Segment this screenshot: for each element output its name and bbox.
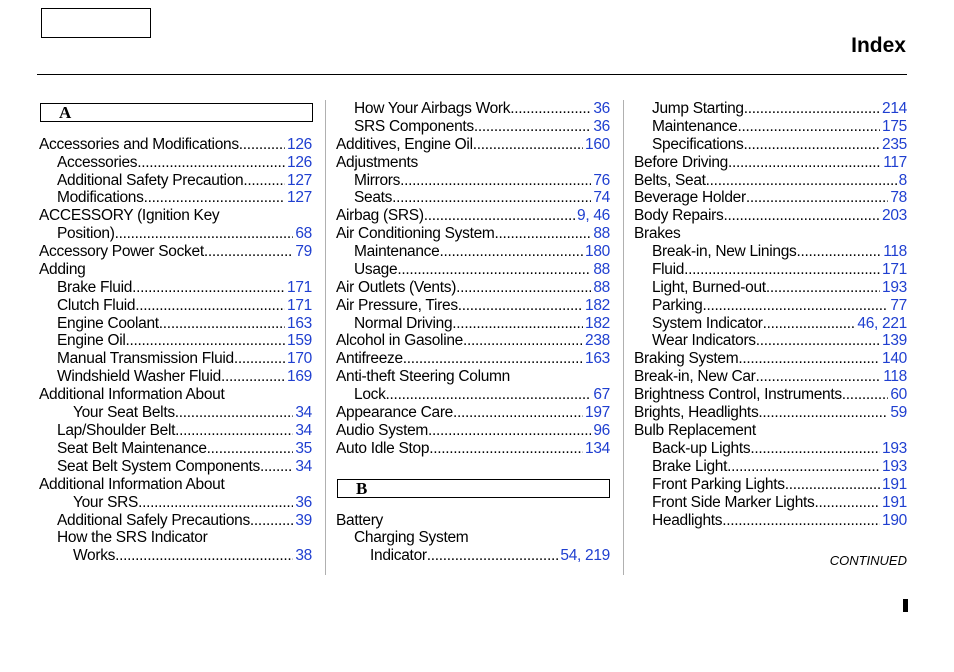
page-number-link[interactable]: 171 — [882, 261, 907, 278]
page-number-link[interactable]: 127 — [287, 172, 312, 189]
page-number-link[interactable]: 203 — [882, 207, 907, 224]
entry-text: Fluid — [652, 261, 685, 278]
entry-text: Normal Driving — [354, 315, 453, 332]
index-entry — [57, 332, 312, 350]
page-number-link[interactable]: 175 — [882, 118, 907, 135]
column-divider-2 — [623, 100, 624, 575]
dot-leader — [175, 422, 293, 440]
index-entry — [57, 529, 208, 547]
entry-text: Battery — [336, 512, 384, 529]
dot-leader — [400, 172, 591, 190]
page-number-link[interactable]: 139 — [882, 332, 907, 349]
entry-text: Modifications — [57, 189, 144, 206]
dot-leader — [207, 440, 294, 458]
dot-leader — [260, 458, 293, 476]
dot-leader — [159, 315, 285, 333]
dot-leader — [250, 512, 293, 530]
page-number-link[interactable]: 193 — [882, 279, 907, 296]
page-number-link[interactable]: 182 — [585, 315, 610, 332]
dot-leader — [785, 476, 880, 494]
index-entry — [57, 350, 312, 368]
entry-text: Beverage Holder — [634, 189, 746, 206]
index-entry — [57, 154, 312, 172]
dot-leader — [427, 547, 559, 565]
index-entry — [652, 279, 907, 297]
index-entry — [634, 350, 907, 368]
dot-leader — [474, 118, 591, 136]
dot-leader — [796, 243, 881, 261]
page-number-link[interactable]: 34 — [295, 422, 312, 439]
page-number-link[interactable]: 36 — [295, 494, 312, 511]
entry-text: Brake Light — [652, 458, 728, 475]
entry-text: Charging System — [354, 529, 469, 546]
entry-text: Engine Oil — [57, 332, 126, 349]
index-entry — [652, 458, 907, 476]
index-entry — [57, 297, 312, 315]
entry-text: Light, Burned-out — [652, 279, 766, 296]
index-entry — [652, 315, 907, 333]
index-entry — [336, 350, 610, 368]
entry-text: Auto Idle Stop — [336, 440, 430, 457]
dot-leader — [743, 136, 880, 154]
index-entry — [57, 422, 312, 440]
index-entry — [634, 225, 680, 243]
entry-text: Appearance Care — [336, 404, 453, 421]
index-entry — [39, 243, 312, 261]
entry-text: Jump Starting — [652, 100, 744, 117]
index-entry — [39, 386, 224, 404]
dot-leader — [144, 189, 285, 207]
header-rule — [37, 74, 907, 75]
dot-leader — [234, 350, 285, 368]
page-number-link[interactable]: 78 — [890, 189, 907, 206]
page-number-link[interactable]: 127 — [287, 189, 312, 206]
dot-leader — [135, 297, 285, 315]
page-number-link[interactable]: 46, 221 — [857, 315, 907, 332]
dot-leader — [842, 386, 889, 404]
entry-text: Additional Information About — [39, 476, 225, 493]
page-number-link[interactable]: 169 — [287, 368, 312, 385]
page-number-link[interactable]: 163 — [287, 315, 312, 332]
dot-leader — [392, 189, 591, 207]
entry-text: Seat Belt System Components — [57, 458, 260, 475]
page-number-link[interactable]: 8 — [898, 172, 907, 189]
index-entry — [39, 476, 224, 494]
index-entry — [336, 332, 610, 350]
entry-text: Seats — [354, 189, 393, 206]
page-number-link[interactable]: 160 — [585, 136, 610, 153]
page-number-link[interactable]: 134 — [585, 440, 610, 457]
entry-text: SRS Components — [354, 118, 474, 135]
index-entry — [57, 225, 312, 243]
section-letter-b: B — [356, 479, 368, 498]
entry-text: Break-in, New Linings — [652, 243, 797, 260]
dot-leader — [702, 297, 888, 315]
entry-text: Specifications — [652, 136, 744, 153]
page-number-link[interactable]: 60 — [890, 386, 907, 403]
dot-leader — [239, 136, 285, 154]
page-number-link[interactable]: 191 — [882, 494, 907, 511]
dot-leader — [744, 100, 880, 118]
dot-leader — [452, 315, 583, 333]
entry-text: Headlights — [652, 512, 723, 529]
entry-text: Back-up Lights — [652, 440, 751, 457]
page-number-link[interactable]: 182 — [585, 297, 610, 314]
index-entry — [652, 332, 907, 350]
index-entry — [336, 207, 610, 225]
entry-text: Additional Safety Precaution — [57, 172, 244, 189]
entry-text: Before Driving — [634, 154, 729, 171]
dot-leader — [132, 279, 285, 297]
index-entry — [652, 494, 907, 512]
index-entry — [336, 368, 510, 386]
index-entry — [57, 440, 312, 458]
entry-text: Additives, Engine Oil — [336, 136, 473, 153]
dot-leader — [473, 136, 583, 154]
entry-text: Lap/Shoulder Belt — [57, 422, 176, 439]
entry-text: Your Seat Belts — [73, 404, 175, 421]
index-entry — [336, 279, 610, 297]
index-entry — [57, 279, 312, 297]
page-number-link[interactable]: 180 — [585, 243, 610, 260]
entry-text: System Indicator — [652, 315, 763, 332]
dot-leader — [458, 297, 583, 315]
index-entry — [73, 547, 312, 565]
entry-text: Airbag (SRS) — [336, 207, 424, 224]
index-entry — [634, 422, 756, 440]
page-number-link[interactable]: 76 — [593, 172, 610, 189]
index-entry — [354, 386, 610, 404]
index-entry — [57, 189, 312, 207]
index-entry — [370, 547, 610, 565]
page-number-link[interactable]: 126 — [287, 136, 312, 153]
dot-leader — [221, 368, 285, 386]
entry-text: Adding — [39, 261, 86, 278]
dot-leader — [750, 440, 880, 458]
entry-text: Body Repairs — [634, 207, 724, 224]
page-number-link[interactable]: 193 — [882, 440, 907, 457]
page-number-link[interactable]: 74 — [593, 189, 610, 206]
dot-leader — [758, 404, 888, 422]
entry-text: Antifreeze — [336, 350, 403, 367]
dot-leader — [815, 494, 881, 512]
entry-text: Accessories — [57, 154, 138, 171]
page-number-link[interactable]: 117 — [883, 154, 907, 171]
entry-text: How the SRS Indicator — [57, 529, 208, 546]
entry-text: Maintenance — [354, 243, 440, 260]
dot-leader — [510, 100, 591, 118]
dot-leader — [756, 368, 882, 386]
dot-leader — [495, 225, 592, 243]
page-number-link[interactable]: 171 — [287, 297, 312, 314]
dot-leader — [424, 207, 575, 225]
index-entry — [652, 261, 907, 279]
index-entry — [336, 225, 610, 243]
page-number-link[interactable]: 191 — [882, 476, 907, 493]
entry-text: Parking — [652, 297, 703, 314]
header-box — [41, 8, 151, 38]
entry-text: Air Pressure, Tires — [336, 297, 458, 314]
page-number-link[interactable]: 79 — [295, 243, 312, 260]
page-number-link[interactable]: 35 — [295, 440, 312, 457]
entry-text: Maintenance — [652, 118, 738, 135]
entry-text: Lock — [354, 386, 386, 403]
index-entry — [336, 404, 610, 422]
index-entry — [39, 136, 312, 154]
page-number-link[interactable]: 59 — [890, 404, 907, 421]
entry-text: Mirrors — [354, 172, 401, 189]
page-edge-mark — [903, 599, 908, 612]
entry-text: Alcohol in Gasoline — [336, 332, 463, 349]
page-number-link[interactable]: 68 — [295, 225, 312, 242]
entry-text: Windshield Washer Fluid — [57, 368, 221, 385]
index-entry — [652, 476, 907, 494]
index-entry — [634, 386, 907, 404]
index-entry — [652, 297, 907, 315]
index-entry — [354, 243, 610, 261]
page-number-link[interactable]: 193 — [882, 458, 907, 475]
entry-text: Accessories and Modifications — [39, 136, 239, 153]
dot-leader — [138, 494, 293, 512]
page-number-link[interactable]: 77 — [890, 297, 907, 314]
page-number-link[interactable]: 88 — [593, 279, 610, 296]
page-number-link[interactable]: 190 — [882, 512, 907, 529]
dot-leader — [463, 332, 583, 350]
entry-text: Brake Fluid — [57, 279, 133, 296]
page-number-link[interactable]: 235 — [882, 136, 907, 153]
dot-leader — [763, 315, 856, 333]
index-entry — [634, 404, 907, 422]
index-entry — [57, 315, 312, 333]
entry-text: Air Conditioning System — [336, 225, 495, 242]
entry-text: Audio System — [336, 422, 429, 439]
dot-leader — [723, 207, 880, 225]
index-entry — [652, 512, 907, 530]
index-entry — [652, 118, 907, 136]
entry-text: ACCESSORY (Ignition Key — [39, 207, 220, 224]
entry-text: Brakes — [634, 225, 681, 242]
dot-leader — [766, 279, 880, 297]
index-entry — [39, 261, 85, 279]
index-entry — [354, 529, 468, 547]
entry-text: Indicator — [370, 547, 427, 564]
dot-leader — [429, 440, 583, 458]
entry-text: Works — [73, 547, 116, 564]
page-number-link[interactable]: 214 — [882, 100, 907, 117]
entry-text: Accessory Power Socket — [39, 243, 204, 260]
entry-text: Front Side Marker Lights — [652, 494, 815, 511]
dot-leader — [115, 547, 293, 565]
dot-leader — [737, 118, 880, 136]
page-number-link[interactable]: 9, 46 — [577, 207, 610, 224]
page-number-link[interactable]: 170 — [287, 350, 312, 367]
index-entry — [336, 154, 418, 172]
index-entry — [652, 243, 907, 261]
dot-leader — [243, 172, 285, 190]
index-entry — [354, 100, 610, 118]
entry-text: Additional Information About — [39, 386, 225, 403]
index-entry — [336, 136, 610, 154]
entry-text: Brightness Control, Instruments — [634, 386, 842, 403]
dot-leader — [756, 332, 880, 350]
dot-leader — [137, 154, 285, 172]
index-entry — [354, 189, 610, 207]
index-entry — [634, 207, 907, 225]
entry-text: Seat Belt Maintenance — [57, 440, 207, 457]
index-entry — [354, 261, 610, 279]
dot-leader — [684, 261, 880, 279]
dot-leader — [403, 350, 583, 368]
page-number-link[interactable]: 171 — [287, 279, 312, 296]
index-entry — [73, 494, 312, 512]
index-entry — [634, 368, 907, 386]
entry-text: Adjustments — [336, 154, 418, 171]
entry-text: Clutch Fluid — [57, 297, 136, 314]
index-entry — [354, 172, 610, 190]
index-entry — [57, 368, 312, 386]
entry-text: Additional Safely Precautions — [57, 512, 250, 529]
dot-leader — [456, 279, 591, 297]
index-entry — [634, 154, 907, 172]
dot-leader — [746, 189, 889, 207]
dot-leader — [727, 458, 880, 476]
index-entry — [57, 512, 312, 530]
column-divider-1 — [325, 100, 326, 575]
entry-text: Bulb Replacement — [634, 422, 756, 439]
index-entry — [336, 297, 610, 315]
entry-text: Usage — [354, 261, 398, 278]
index-entry — [39, 207, 219, 225]
entry-text: Braking System — [634, 350, 739, 367]
page-number-link[interactable]: 197 — [585, 404, 610, 421]
entry-text: Anti-theft Steering Column — [336, 368, 510, 385]
index-entry — [354, 118, 610, 136]
index-entry — [634, 172, 907, 190]
entry-text: Position) — [57, 225, 115, 242]
entry-text: Engine Coolant — [57, 315, 159, 332]
dot-leader — [738, 350, 880, 368]
section-header-a — [40, 103, 313, 122]
index-entry — [652, 100, 907, 118]
page-number-link[interactable]: 36 — [593, 100, 610, 117]
index-entry — [652, 136, 907, 154]
page-number-link[interactable]: 118 — [883, 243, 907, 260]
index-entry — [336, 440, 610, 458]
page-number-link[interactable]: 140 — [882, 350, 907, 367]
page-number-link[interactable]: 39 — [295, 512, 312, 529]
index-entry — [57, 458, 312, 476]
page-number-link[interactable]: 163 — [585, 350, 610, 367]
entry-text: Your SRS — [73, 494, 139, 511]
index-entry — [73, 404, 312, 422]
page-number-link[interactable]: 54, 219 — [560, 547, 610, 564]
continued-label: CONTINUED — [829, 553, 907, 568]
entry-text: How Your Airbags Work — [354, 100, 511, 117]
index-entry — [354, 315, 610, 333]
index-entry — [336, 512, 383, 530]
section-header-b — [337, 479, 610, 498]
page-number-link[interactable]: 126 — [287, 154, 312, 171]
dot-leader — [453, 404, 583, 422]
entry-text: Front Parking Lights — [652, 476, 785, 493]
page-number-link[interactable]: 67 — [593, 386, 610, 403]
dot-leader — [204, 243, 294, 261]
dot-leader — [386, 386, 592, 404]
page-number-link[interactable]: 118 — [883, 368, 907, 385]
index-entry — [336, 422, 610, 440]
page-number-link[interactable]: 88 — [593, 225, 610, 242]
entry-text: Break-in, New Car — [634, 368, 756, 385]
page-number-link[interactable]: 238 — [585, 332, 610, 349]
page-number-link[interactable]: 34 — [295, 458, 312, 475]
dot-leader — [115, 225, 294, 243]
entry-text: Belts, Seat — [634, 172, 706, 189]
entry-text: Air Outlets (Vents) — [336, 279, 457, 296]
dot-leader — [126, 332, 286, 350]
dot-leader — [175, 404, 294, 422]
index-entry — [652, 440, 907, 458]
page-number-link[interactable]: 38 — [295, 547, 312, 564]
entry-text: Manual Transmission Fluid — [57, 350, 234, 367]
index-entry — [634, 189, 907, 207]
page-number-link[interactable]: 159 — [287, 332, 312, 349]
entry-text: Brights, Headlights — [634, 404, 759, 421]
page-number-link[interactable]: 36 — [593, 118, 610, 135]
section-letter-a: A — [59, 103, 72, 122]
page-number-link[interactable]: 88 — [593, 261, 610, 278]
dot-leader — [728, 154, 881, 172]
dot-leader — [428, 422, 591, 440]
page-number-link[interactable]: 96 — [593, 422, 610, 439]
dot-leader — [439, 243, 583, 261]
dot-leader — [397, 261, 591, 279]
page-number-link[interactable]: 34 — [295, 404, 312, 421]
index-entry — [57, 172, 312, 190]
dot-leader — [722, 512, 880, 530]
dot-leader — [706, 172, 897, 190]
entry-text: Wear Indicators — [652, 332, 756, 349]
page-title: Index — [851, 34, 906, 57]
